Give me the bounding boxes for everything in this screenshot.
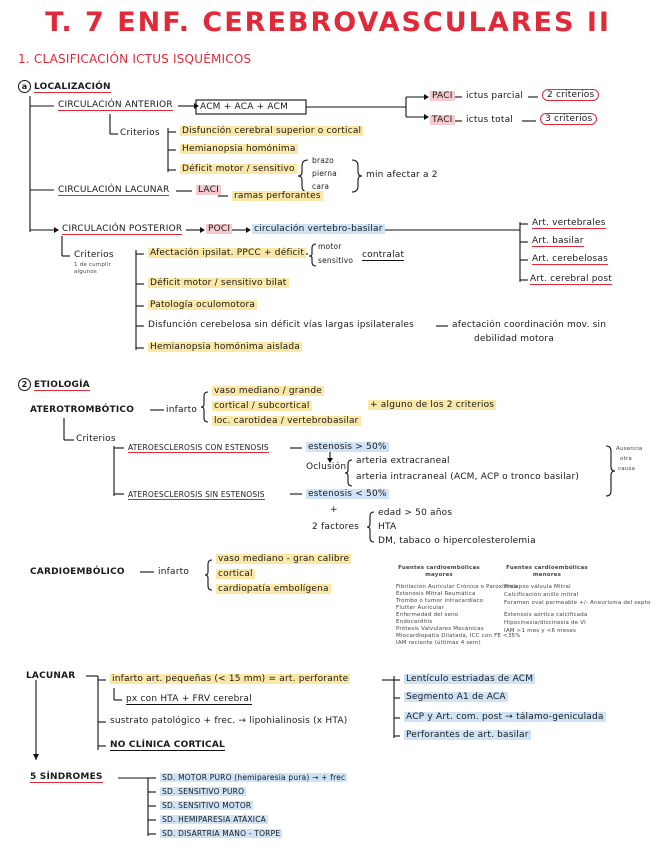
circ-anterior-label: CIRCULACIÓN ANTERIOR (58, 100, 173, 110)
loc-heading: a LOCALIZACIÓN (18, 80, 111, 93)
cardio-major-4: Flutter Auricular (396, 605, 444, 611)
paci-desc: ictus parcial (466, 91, 524, 101)
body-part-pierna: pierna (312, 169, 337, 178)
section-heading: 1. CLASIFICACIÓN ICTUS ISQUÉMICOS (18, 52, 252, 66)
lacunar-line-4: NO CLÍNICA CORTICAL (110, 740, 225, 750)
athero-label: ATEROTROMBÓTICO (30, 405, 135, 415)
lacunar-artery-3: ACP y Art. com. post → tálamo-geniculada (406, 712, 604, 722)
cardio-major-5: Enfermedad del seno (396, 612, 459, 618)
posterior-artery-2: Art. basilar (532, 236, 584, 246)
anterior-box-text: ACM + ACA + ACM (200, 102, 289, 112)
page-title: T. 7 ENF. CEREBROVASCULARES II (45, 7, 611, 38)
athero-con-estenosis: ATEROESCLEROSIS CON ESTENOSIS (128, 443, 269, 452)
sensitivo-label: sensitivo (318, 256, 354, 265)
arteria-intracraneal: arteria intracraneal (ACM, ACP o tronco basilar) (356, 472, 580, 482)
poci-desc: circulación vertebro-basilar (254, 224, 383, 234)
athero-size-3: loc. carotidea / vertebrobasilar (214, 416, 359, 426)
poci-label: POCI (208, 224, 231, 234)
posterior-criterios: Criterios (74, 250, 114, 260)
posterior-artery-3: Art. cerebelosas (532, 254, 608, 264)
lacunar-label: LACUNAR (26, 671, 76, 681)
sindrome-5: SD. DISARTRIA MANO - TORPE (162, 829, 281, 838)
factor-hta: HTA (378, 522, 397, 532)
cardio-major-8: Miocardiopatía Dilatada, ICC con FE <35% (396, 633, 521, 639)
circ-lacunar-label: CIRCULACIÓN LACUNAR (58, 185, 170, 195)
lacunar-artery-2: Segmento A1 de ACA (406, 692, 506, 702)
cereb-result-2: debilidad motora (474, 334, 554, 344)
sindrome-3: SD. SENSITIVO MOTOR (162, 801, 252, 810)
ausencia-2: otra (620, 456, 632, 462)
cardio-minor-6: IAM >1 mes y <6 meses (504, 628, 577, 634)
posterior-criterion-3: Patología oculomotora (150, 300, 256, 310)
posterior-note: 1 de cumplir algunos (74, 262, 111, 275)
cardio-item-3: cardiopatía embolígena (218, 584, 329, 594)
cardio-minor-3: Foramen oval permeable +/- Aneurisma del septo (504, 600, 651, 606)
athero-size-2: cortical / subcortical (214, 401, 310, 411)
laci-desc: ramas perforantes (234, 191, 321, 201)
min-afectar: min afectar a 2 (366, 170, 438, 180)
anterior-criterios: Criterios (120, 128, 160, 138)
lacunar-artery-1: Lentículo estriadas de ACM (406, 674, 534, 684)
dos-factores: 2 factores (312, 522, 359, 532)
lacunar-line-3: sustrato patológico + frec. → lipohialinosis (x HTA) (110, 716, 348, 726)
lacunar-artery-4: Perforantes de art. basilar (406, 730, 529, 740)
paci-label: PACI (432, 91, 453, 101)
sindrome-1: SD. MOTOR PURO (hemiparesia pura) → + frec (162, 773, 346, 782)
cardio-major-6: Endocarditis (396, 619, 433, 625)
factor-dm: DM, tabaco o hipercolesterolemia (378, 536, 536, 546)
taci-desc: ictus total (466, 115, 514, 125)
body-part-brazo: brazo (312, 156, 334, 165)
athero-plus-criteria: + alguno de los 2 criterios (370, 400, 495, 410)
cardio-major-3: Trombo o tumor intracardíaco (396, 598, 484, 604)
posterior-criterion-1: Afectación ipsilat. PPCC + déficit (150, 248, 305, 258)
posterior-artery-4: Art. cerebral post (530, 274, 612, 284)
estenosis-lt-50: estenosis < 50% (308, 489, 387, 499)
sindromes-label: 5 SÍNDROMES (30, 772, 103, 782)
cardio-major-7: Prótesis Valvulares Mecánicas (396, 626, 484, 632)
cardio-label: CARDIOEMBÓLICO (30, 567, 125, 577)
cardio-item-1: vaso mediano - gran calibre (218, 554, 350, 564)
laci-label: LACI (198, 185, 219, 195)
contralat-label: contralat (362, 250, 405, 260)
section-number-badge-2: 2 (18, 378, 31, 391)
factor-edad: edad > 50 años (378, 508, 453, 518)
etiologia-heading: 2 ETIOLOGÍA (18, 378, 90, 391)
posterior-artery-1: Art. vertebrales (532, 218, 606, 228)
cardio-major-1: Fibrilación Auricular Crónica o Paroxística (396, 584, 518, 590)
posterior-criterion-4: Disfunción cerebelosa sin déficit vías largas ipsilaterales (148, 320, 415, 330)
paci-criteria: 2 criterios (542, 89, 599, 101)
posterior-criterion-5: Hemianopsia homónima aislada (150, 342, 300, 352)
cardio-major-9: IAM reciente (últimas 4 sem) (396, 640, 481, 646)
cardio-table-col1-title: Fuentes cardioembólicas mayores (398, 565, 480, 578)
athero-criterios: Criterios (76, 434, 116, 444)
cardio-item-2: cortical (218, 569, 253, 579)
motor-label: motor (318, 242, 342, 251)
athero-sin-estenosis: ATEROESCLEROSIS SIN ESTENOSIS (128, 490, 265, 499)
sindrome-2: SD. SENSITIVO PURO (162, 787, 245, 796)
posterior-criterion-2: Déficit motor / sensitivo bilat (150, 278, 287, 288)
cardio-minor-1: Prolapso válvula Mitral (504, 584, 571, 590)
cardio-minor-5: Hipocinesia/discinesia de VI (504, 620, 586, 626)
taci-label: TACI (432, 115, 453, 125)
lacunar-line-2: px con HTA + FRV cerebral (126, 694, 252, 704)
cardio-major-2: Estenosis Mitral Reumática (396, 591, 476, 597)
cardio-table-col2-title: Fuentes cardioembólicas menores (506, 565, 588, 578)
estenosis-gt-50: estenosis > 50% (308, 442, 387, 452)
athero-size-1: vaso mediano / grande (214, 386, 322, 396)
anterior-criterion-1: Disfunción cerebral superior o cortical (182, 126, 362, 136)
anterior-criterion-3: Déficit motor / sensitivo (182, 164, 295, 174)
anterior-criterion-2: Hemianopsia homónima (182, 144, 296, 154)
ausencia-3: causa (618, 466, 636, 472)
arteria-extracraneal: arteria extracraneal (356, 456, 450, 466)
body-part-cara: cara (312, 182, 330, 191)
sindrome-4: SD. HEMIPARESIA ATÁXICA (162, 815, 266, 824)
cardio-infarto: infarto (158, 567, 190, 577)
lacunar-line-1: infarto art. pequeñas (< 15 mm) = art. perforante (112, 674, 349, 684)
athero-infarto: infarto (166, 405, 198, 415)
cereb-result-1: afectación coordinación mov. sin (452, 320, 607, 330)
cardio-minor-2: Calcificación anillo mitral (504, 592, 579, 598)
ausencia-1: Ausencia (616, 446, 643, 452)
oclusion-label: Oclusión (306, 462, 347, 472)
circ-posterior-label: CIRCULACIÓN POSTERIOR (62, 224, 183, 234)
cardio-minor-4: Estenosis aórtica calcificada (504, 612, 588, 618)
plus-sign: + (330, 505, 338, 515)
taci-criteria: 3 criterios (540, 113, 597, 125)
section-number-badge: a (18, 80, 31, 93)
